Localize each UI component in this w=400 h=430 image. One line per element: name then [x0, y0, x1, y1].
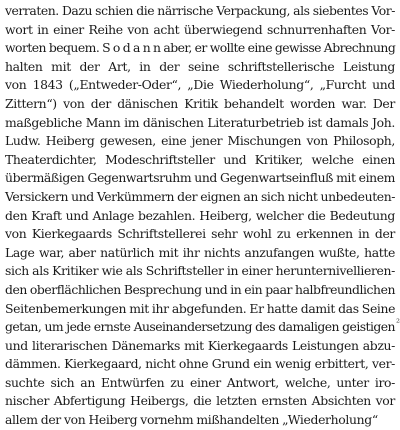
text-line: Lage war, aber natürlich mit ihr nichts anzufangen wußte, hatte: [5, 244, 395, 260]
text-line: getan, um jede ernste Auseinandersetzung des damaligen geistigen: [5, 319, 395, 335]
text-line: Seitenbemerkungen mit ihr abgefunden. Er hatte damit das Seine: [5, 300, 396, 316]
text-line: von 1843 („Entweder-Oder“, „Die Wiederholung“, „Furcht und: [5, 77, 395, 93]
text-line: Versickern und Verkümmern der eignen an sich nicht unbedeuten-: [5, 188, 396, 204]
text-line: den Kraft und Anlage bezahlen. Heiberg, welcher die Bedeutung: [5, 207, 395, 223]
text-line: und literarischen Dänemarks mit Kierkegaards Leistungen abzu-: [5, 337, 395, 353]
footnote-marker: ²: [396, 318, 400, 329]
text-line: maßgebliche Mann im dänischen Literaturbetrieb ist damals Joh.: [5, 114, 395, 130]
text-line: sich als Kritiker wie als Schriftsteller in einer herunternivellieren-: [5, 263, 395, 279]
text-line: von Kierkegaards Schriftstellerei sehr wohl zu erkennen in der: [5, 226, 395, 242]
text-line: nischer Abfertigung Heibergs, die letzten ernsten Absichten vor: [5, 393, 395, 409]
text-line: suchte sich an Entwürfen zu einer Antwort, welche, unter iro-: [5, 374, 395, 390]
text-line: Theaterdichter, Modeschriftsteller und Kritiker, welche einen: [5, 151, 395, 167]
text-line: übermäßigen Gegenwartsruhm und Gegenwartseinfluß mit einem: [5, 170, 395, 186]
text-line: verraten. Dazu schien die närrische Verpackung, als siebentes Vor-: [5, 3, 395, 18]
text-line: den oberflächlichen Besprechung und in ein paar halbfreundlichen: [5, 281, 395, 297]
text-line: dämmen. Kierkegaard, nicht ohne Grund ein wenig erbittert, ver-: [5, 356, 395, 372]
text-line: wort in einer Reihe von acht überwiegend schnurrenhaften Vor-: [5, 21, 395, 37]
text-line: Zittern“) von der dänischen Kritik behandelt worden war. Der: [5, 95, 395, 111]
text-line: allem der von Heiberg vornehm mißhandelten „Wiederholung“: [5, 412, 378, 428]
text-line: halten mit der Art, in der seine schriftstellerische Leistung: [5, 58, 395, 74]
body-text: [5, 2, 395, 430]
text-line: Ludw. Heiberg gewesen, eine jener Mischungen von Philosoph,: [5, 133, 395, 149]
text-line: worten bequem. S o d a n n aber, er wollte eine gewisse Abrechnung: [5, 40, 396, 56]
